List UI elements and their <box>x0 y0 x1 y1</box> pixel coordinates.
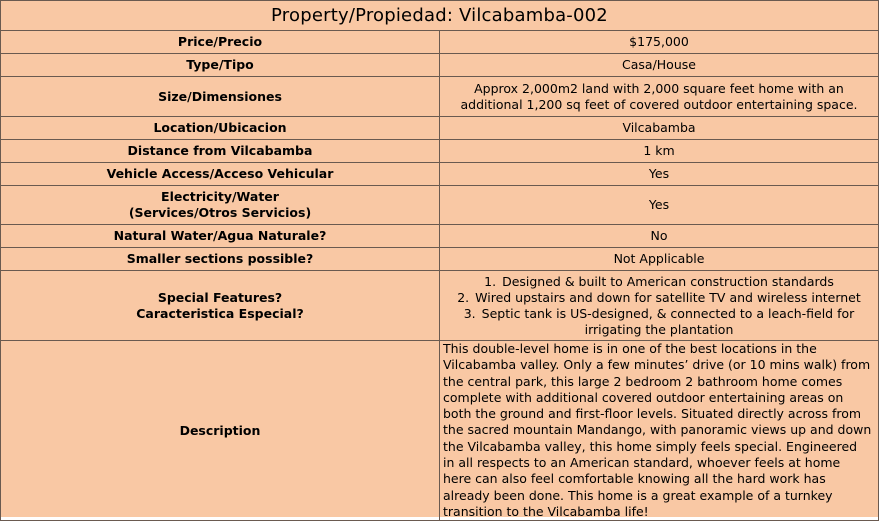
list-item <box>444 274 874 290</box>
table-row <box>1 248 879 271</box>
electricity-water-label <box>1 186 440 225</box>
electricity-water-value: Yes <box>440 186 879 225</box>
special-features-label-line1: Special Features? <box>157 289 283 305</box>
list-item-number: 3. <box>463 305 476 321</box>
list-item-text: Designed & built to American construction standards <box>502 273 834 289</box>
table-row <box>1 163 879 186</box>
special-features-value <box>440 271 879 341</box>
type-label: Type/Tipo <box>1 54 440 77</box>
size-value-line2: additional 1,200 sq feet of covered outdoor entertaining space. <box>460 96 858 112</box>
table-row <box>1 77 879 117</box>
location-value: Vilcabamba <box>440 117 879 140</box>
list-item-number: 2. <box>457 289 470 305</box>
distance-label: Distance from Vilcabamba <box>1 140 440 163</box>
table-row <box>1 140 879 163</box>
table-row <box>1 54 879 77</box>
type-value: Casa/House <box>440 54 879 77</box>
special-features-label <box>1 271 440 341</box>
description-text: This double-level home is in one of the best locations in the Vilcabamba valley. Only a few minutes’ drive (or 10 mins walk) from the central park, this large 2 bedroom 2 bathroom home comes complete with additional covered outdoor entertaining areas on both the ground and first-floor levels. Situated directly across from the sacred mountain Mandango, with panoramic views up and down the Vilcabamba valley, this home simply feels special. Engineered in all respects to an American standard, whoever feels at home here can also feel comfortable knowing all the hard work has already been done. This home is a great example of a turnkey transition to the Vilcabamba life! <box>440 341 879 521</box>
size-label: Size/Dimensiones <box>1 77 440 117</box>
price-value: $175,000 <box>440 31 879 54</box>
table-row <box>1 186 879 225</box>
page-title: Property/Propiedad: Vilcabamba-002 <box>1 1 879 31</box>
list-item-number: 1. <box>484 273 497 289</box>
table-row <box>1 225 879 248</box>
smaller-sections-label: Smaller sections possible? <box>1 248 440 271</box>
title-row <box>1 1 879 31</box>
list-item-text: Septic tank is US-designed, & connected to a leach-field for irrigating the plantation <box>481 305 855 337</box>
size-value-line1: Approx 2,000m2 land with 2,000 square feet home with an <box>474 80 844 96</box>
distance-value: 1 km <box>440 140 879 163</box>
size-value <box>440 77 879 117</box>
table-row <box>1 341 879 521</box>
table-row <box>1 31 879 54</box>
vehicle-access-value: Yes <box>440 163 879 186</box>
list-item <box>444 306 874 338</box>
special-features-label-line2: Caracteristica Especial? <box>136 305 304 321</box>
table-row <box>1 271 879 341</box>
list-item <box>444 290 874 306</box>
table-row <box>1 117 879 140</box>
location-label: Location/Ubicacion <box>1 117 440 140</box>
price-label: Price/Precio <box>1 31 440 54</box>
electricity-water-label-line2: (Services/Otros Servicios) <box>128 205 312 220</box>
special-features-list <box>444 274 874 338</box>
smaller-sections-value: Not Applicable <box>440 248 879 271</box>
electricity-water-label-line1: Electricity/Water <box>161 189 279 204</box>
vehicle-access-label: Vehicle Access/Acceso Vehicular <box>1 163 440 186</box>
natural-water-label: Natural Water/Agua Naturale? <box>1 225 440 248</box>
natural-water-value: No <box>440 225 879 248</box>
description-label: Description <box>1 341 440 521</box>
list-item-text: Wired upstairs and down for satellite TV and wireless internet <box>475 289 861 305</box>
